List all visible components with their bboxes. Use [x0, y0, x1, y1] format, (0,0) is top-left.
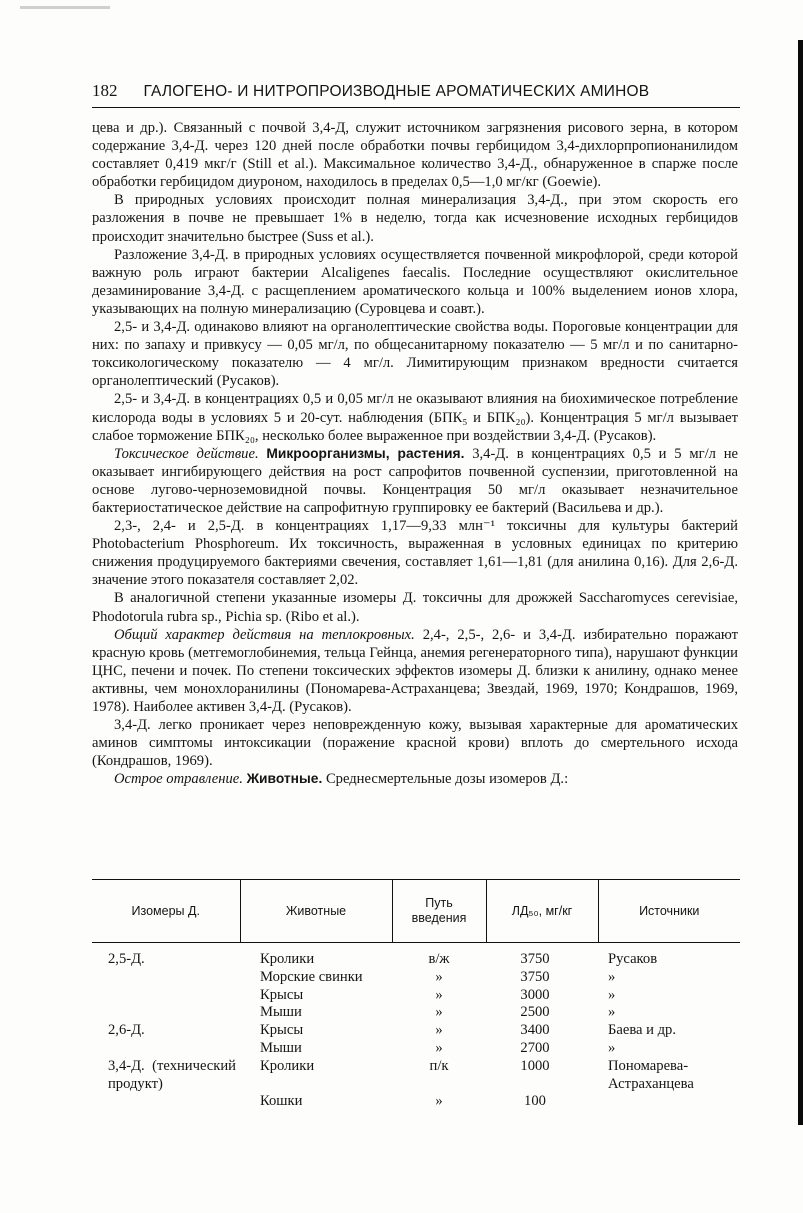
paragraph: 2,5- и 3,4-Д. одинаково влияют на органолептические свойства воды. Пороговые концентрации для них: по запаху и привкусу — 0,05 мг/л, по общесанитарному показателю — 5 мг/л и по санитарно-токсикологическому показателю — 4 мг/л. Лимитирующим признаком вредности считается органолептический (Русаков). — [92, 319, 738, 390]
table-cell-source: Пономарева-Астраханцева — [608, 1057, 694, 1092]
table-cell-source — [598, 1093, 740, 1111]
table-cell-source: » — [608, 1039, 616, 1056]
table-cell-isomer — [92, 969, 240, 987]
body-text — [92, 119, 738, 788]
column-header: Изомеры Д. — [92, 880, 240, 943]
table-cell-animal: Кролики — [260, 951, 315, 967]
table-row — [92, 987, 740, 1005]
ld50-table — [92, 879, 740, 1111]
running-header — [92, 68, 740, 108]
table-cell-isomer — [92, 1004, 240, 1022]
section-heading: Общий характер действия на теплокровных. — [114, 626, 415, 643]
paragraph — [92, 445, 738, 517]
table-cell-ld50: 3750 — [520, 951, 550, 967]
table-cell-animal: Кошки — [260, 1093, 303, 1110]
table-cell-route: в/ж — [428, 951, 450, 967]
paragraph: 2,5- и 3,4-Д. в концентрациях 0,5 и 0,05 мг/л не оказывают влияния на биохимическое потребление кислорода воды в условиях 5 и 20-сут. наблюдения (БПК₅ и БПК₂₀). Концентрация 5 мг/л вызывает слабое торможение БПК₂₀, несколько более выраженное при воздействии 3,4-Д. (Русаков). — [92, 391, 738, 444]
table-cell-isomer — [92, 987, 240, 1005]
paragraph-text: 2,4-, 2,5-, 2,6- и 3,4-Д. избирательно поражают красную кровь (метгемоглобинемия, тельца Гейнца, анемия регенераторного типа), нарушают функции ЦНС, печени и почек. По степени токсических эффектов изомеры Д. близки к анилину, однако менее активны, чем монохлоранилины (Пономарева-Астраханцева; Звездай, 1969, 1970; Кондрашов, 1969, 1978). Наиболее активен 3,4-Д. (Русаков). — [92, 626, 739, 715]
paragraph — [92, 626, 738, 716]
table-cell-ld50: 3750 — [520, 968, 550, 985]
section-heading: Острое отравление. — [114, 771, 243, 788]
table-row — [92, 969, 740, 987]
table-row — [92, 943, 740, 969]
column-header: ЛД₅₀, мг/кг — [486, 880, 598, 943]
page-edge-shadow — [798, 40, 803, 1125]
table-cell-route: п/к — [429, 1057, 449, 1074]
table-cell-animal: Кролики — [260, 1057, 315, 1074]
table-cell-source: Баева и др. — [608, 1022, 676, 1039]
table-cell-animal: Мыши — [260, 1039, 302, 1056]
table-cell-animal: Морские свинки — [260, 968, 363, 985]
paragraph — [92, 770, 738, 788]
table-cell-ld50: 1000 — [520, 1057, 550, 1074]
column-header: Животные — [240, 880, 392, 943]
table-row — [92, 1093, 740, 1111]
table-cell-route: » — [435, 1093, 443, 1110]
table-cell-route: » — [435, 1022, 443, 1039]
section-heading: Токсическое действие. — [114, 445, 259, 462]
table-cell-animal: Крысы — [260, 1022, 304, 1039]
subsection-heading: Микроорганизмы, растения. — [266, 445, 465, 461]
paragraph: Разложение 3,4-Д. в природных условиях осуществляется почвенной микрофлорой, среди которой важную роль играют бактерии Alcaligenes faecalis. Последние осуществляют окислительное дезаминирование 3,4-Д. с расщеплением ароматического кольца и 100% выделением ионов хлора, указывающих на полную минерализацию (Суровцева и соавт.). — [92, 246, 738, 317]
table-cell-animal: Мыши — [260, 1004, 302, 1021]
table-row — [92, 1004, 740, 1022]
column-header: Источники — [598, 880, 740, 943]
paragraph-text: 3,4-Д. в концентрациях 0,5 и 5 мг/л не оказывает ингибирующего действия на рост сапрофитов почвенной суспензии, приготовленной на основе лугово-черноземовидной почвы. Концентрация 50 мг/л оказывает незначительное бактериостатическое действие на сапрофитную группировку ее бактерий (Васильева и др.). — [92, 445, 738, 516]
table-cell-source: » — [608, 986, 616, 1003]
table-cell-source: » — [608, 1004, 616, 1021]
table-cell-ld50: 3000 — [520, 986, 550, 1003]
table-cell-source: » — [608, 968, 616, 985]
paragraph: 2,3-, 2,4- и 2,5-Д. в концентрациях 1,17—9,33 млн⁻¹ токсичны для культуры бактерий Photobacterium Phosphoreum. Их токсичность, выраженная в условных единицах по критерию снижения продуцируемого бактериями свечения, составляет 1,61—1,81 (для анилина 0,16). Для 2,6-Д. значение этого показателя составляет 2,02. — [92, 518, 738, 589]
paragraph: 3,4-Д. легко проникает через неповрежденную кожу, вызывая характерные для ароматических аминов симптомы интоксикации (поражение красной крови) вплоть до смертельного исхода (Кондрашов, 1969). — [92, 717, 738, 770]
table-cell-route: » — [435, 1039, 443, 1056]
table-cell-ld50: 2500 — [520, 1004, 550, 1021]
table-cell-source: Русаков — [608, 951, 658, 967]
table-cell-animal: Крысы — [260, 986, 304, 1003]
paragraph: В природных условиях происходит полная минерализация 3,4-Д., при этом скорость его разложения в почве не превышает 1% в неделю, тогда как исчезновение исходных гербицидов происходит значительно быстрее (Suss et al.). — [92, 192, 738, 245]
page-number: 182 — [92, 81, 118, 100]
table-cell-isomer: 2,6-Д. — [108, 1022, 145, 1039]
paragraph: В аналогичной степени указанные изомеры Д. токсичны для дрожжей Saccharomyces cerevisiae, Phodotorula rubra sp., Pichia sp. (Ribo et al.). — [92, 590, 738, 625]
table-cell-isomer — [92, 1040, 240, 1058]
table-cell-route: » — [435, 1004, 443, 1021]
table-cell-route: » — [435, 968, 443, 985]
table-cell-ld50: 100 — [524, 1093, 546, 1110]
subsection-heading: Животные. — [246, 771, 323, 787]
column-header: Путь введения — [392, 880, 486, 943]
table-row — [92, 1022, 740, 1040]
table-cell-isomer: 2,5-Д. — [108, 951, 145, 967]
table-row — [92, 1058, 740, 1094]
table-cell-isomer: 3,4-Д. (технический продукт) — [108, 1057, 236, 1092]
table-cell-ld50: 3400 — [520, 1022, 550, 1039]
table-row — [92, 1040, 740, 1058]
table-cell-route: » — [435, 986, 443, 1003]
table-header-row — [92, 880, 740, 943]
scan-mark — [20, 6, 110, 9]
running-title: ГАЛОГЕНО- И НИТРОПРОИЗВОДНЫЕ АРОМАТИЧЕСКИХ АМИНОВ — [143, 83, 650, 100]
paragraph: цева и др.). Связанный с почвой 3,4-Д, служит источником загрязнения рисового зерна, в котором содержание 3,4-Д. через 120 дней после обработки почвы гербицидом 3,4-дихлорпропионанилидом составляет 0,419 мкг/г (Still et al.). Максимальное количество 3,4-Д., обнаруженное в спарже после обработки гербицидом диуроном, находилось в пределах 0,5—1,0 мг/кг (Goewie). — [92, 120, 738, 191]
table-cell-isomer — [92, 1093, 240, 1111]
paragraph-text: Среднесмертельные дозы изомеров Д.: — [322, 771, 569, 788]
table-cell-ld50: 2700 — [520, 1039, 550, 1056]
